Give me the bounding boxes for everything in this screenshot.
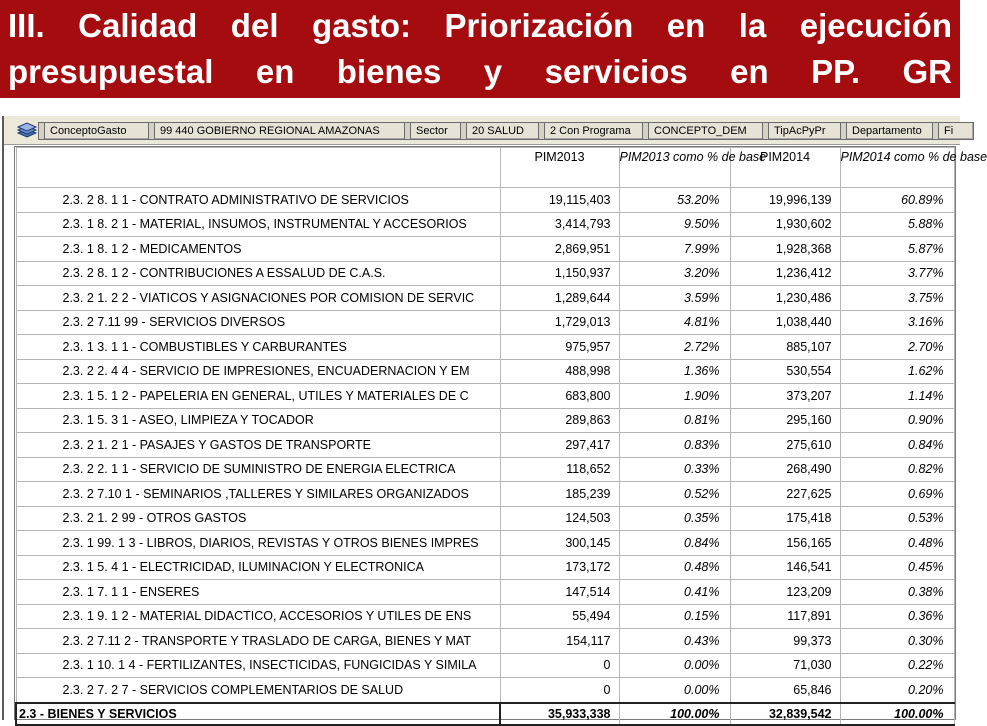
header-pim2014-pct[interactable]: PIM2014 como % de base xyxy=(840,148,954,188)
row-pim2013: 55,494 xyxy=(500,604,619,629)
row-pct2014: 0.53% xyxy=(840,506,954,531)
row-pct2014: 0.45% xyxy=(840,555,954,580)
row-label: 2.3. 2 1. 2 1 - PASAJES Y GASTOS DE TRANSPORTE xyxy=(16,433,500,458)
row-pim2013: 683,800 xyxy=(500,384,619,409)
table-row[interactable] xyxy=(16,482,954,507)
row-label: 2.3. 2 1. 2 99 - OTROS GASTOS xyxy=(16,506,500,531)
row-pct2014: 3.75% xyxy=(840,286,954,311)
row-pim2013: 1,150,937 xyxy=(500,261,619,286)
row-pim2013: 118,652 xyxy=(500,457,619,482)
row-pim2014: 885,107 xyxy=(730,335,840,360)
row-label: 2.3. 2 8. 1 1 - CONTRATO ADMINISTRATIVO DE SERVICIOS xyxy=(16,188,500,213)
row-pim2014: 71,030 xyxy=(730,653,840,678)
row-label: 2.3. 2 7.11 2 - TRANSPORTE Y TRASLADO DE CARGA, BIENES Y MAT xyxy=(16,629,500,654)
pivot-toolbar xyxy=(4,116,960,145)
row-pct2014: 0.48% xyxy=(840,531,954,556)
row-pim2014: 65,846 xyxy=(730,678,840,703)
row-pct2013: 0.52% xyxy=(619,482,730,507)
row-pim2014: 146,541 xyxy=(730,555,840,580)
row-pct2014: 0.30% xyxy=(840,629,954,654)
row-pct2014: 3.77% xyxy=(840,261,954,286)
row-label: 2.3. 1 7. 1 1 - ENSERES xyxy=(16,580,500,605)
row-pct2013: 0.83% xyxy=(619,433,730,458)
table-row[interactable] xyxy=(16,653,954,678)
row-pim2013: 300,145 xyxy=(500,531,619,556)
row-pct2014: 0.69% xyxy=(840,482,954,507)
table-row[interactable] xyxy=(16,335,954,360)
row-label: 2.3. 2 2. 1 1 - SERVICIO DE SUMINISTRO DE ENERGIA ELECTRICA xyxy=(16,457,500,482)
row-pct2013: 9.50% xyxy=(619,212,730,237)
row-pim2013: 154,117 xyxy=(500,629,619,654)
row-pct2013: 3.20% xyxy=(619,261,730,286)
row-pct2013: 0.35% xyxy=(619,506,730,531)
row-pim2013: 19,115,403 xyxy=(500,188,619,213)
table-row[interactable] xyxy=(16,604,954,629)
row-label: 2.3. 1 10. 1 4 - FERTILIZANTES, INSECTICIDAS, FUNGICIDAS Y SIMILA xyxy=(16,653,500,678)
table-row[interactable] xyxy=(16,384,954,409)
row-pim2013: 1,289,644 xyxy=(500,286,619,311)
row-pim2014: 1,236,412 xyxy=(730,261,840,286)
row-pim2014: 1,928,368 xyxy=(730,237,840,262)
row-pim2013: 289,863 xyxy=(500,408,619,433)
field-chip[interactable]: ConceptoGasto xyxy=(44,122,152,140)
row-pim2014: 530,554 xyxy=(730,359,840,384)
row-pct2014: 0.22% xyxy=(840,653,954,678)
row-pct2013: 0.00% xyxy=(619,653,730,678)
row-label: 2.3. 1 5. 3 1 - ASEO, LIMPIEZA Y TOCADOR xyxy=(16,408,500,433)
field-chip[interactable]: Departamento xyxy=(846,122,944,140)
row-pim2013: 3,414,793 xyxy=(500,212,619,237)
total-label: 2.3 - BIENES Y SERVICIOS xyxy=(16,703,500,725)
row-pim2014: 268,490 xyxy=(730,457,840,482)
row-pim2014: 156,165 xyxy=(730,531,840,556)
header-pim2014[interactable]: PIM2014 xyxy=(730,148,840,188)
field-chip[interactable]: 99 440 GOBIERNO REGIONAL AMAZONAS xyxy=(154,122,410,140)
row-pct2014: 3.16% xyxy=(840,310,954,335)
row-pim2014: 275,610 xyxy=(730,433,840,458)
row-pct2014: 5.87% xyxy=(840,237,954,262)
row-pim2013: 173,172 xyxy=(500,555,619,580)
pivot-table xyxy=(15,147,987,726)
row-pim2013: 0 xyxy=(500,653,619,678)
table-row[interactable] xyxy=(16,555,954,580)
row-pct2014: 0.38% xyxy=(840,580,954,605)
row-pct2013: 0.33% xyxy=(619,457,730,482)
row-pct2014: 0.82% xyxy=(840,457,954,482)
row-pct2013: 0.15% xyxy=(619,604,730,629)
header-pim2013-pct[interactable]: PIM2013 como % de base xyxy=(619,148,730,188)
slide-title-line-1: III. Calidad del gasto: Priorización en la ejecución xyxy=(8,7,952,44)
row-label: 2.3. 2 7.10 1 - SEMINARIOS ,TALLERES Y SIMILARES ORGANIZADOS xyxy=(16,482,500,507)
row-label: 2.3. 1 8. 2 1 - MATERIAL, INSUMOS, INSTRUMENTAL Y ACCESORIOS xyxy=(16,212,500,237)
row-pct2014: 5.88% xyxy=(840,212,954,237)
stack-icon[interactable] xyxy=(16,121,38,139)
row-pct2013: 1.90% xyxy=(619,384,730,409)
row-pim2013: 488,998 xyxy=(500,359,619,384)
table-row[interactable] xyxy=(16,188,954,213)
header-row xyxy=(16,148,954,188)
row-pct2014: 1.62% xyxy=(840,359,954,384)
table-row[interactable] xyxy=(16,359,954,384)
row-pct2013: 2.72% xyxy=(619,335,730,360)
table-row[interactable] xyxy=(16,408,954,433)
row-pim2013: 297,417 xyxy=(500,433,619,458)
row-pct2013: 53.20% xyxy=(619,188,730,213)
table-row[interactable] xyxy=(16,580,954,605)
row-pct2013: 1.36% xyxy=(619,359,730,384)
row-pct2013: 0.48% xyxy=(619,555,730,580)
row-label: 2.3. 1 9. 1 2 - MATERIAL DIDACTICO, ACCESORIOS Y UTILES DE ENS xyxy=(16,604,500,629)
row-pim2013: 2,869,951 xyxy=(500,237,619,262)
row-pct2013: 7.99% xyxy=(619,237,730,262)
row-pim2014: 1,230,486 xyxy=(730,286,840,311)
row-label: 2.3. 1 8. 1 2 - MEDICAMENTOS xyxy=(16,237,500,262)
row-label: 2.3. 1 5. 1 2 - PAPELERIA EN GENERAL, UTILES Y MATERIALES DE C xyxy=(16,384,500,409)
table-row[interactable] xyxy=(16,237,954,262)
table-row[interactable] xyxy=(16,531,954,556)
total-pct2014: 100.00% xyxy=(840,703,954,725)
slide-title-line-2: presupuestal en bienes y servicios en PP. GR xyxy=(8,53,952,90)
field-chip[interactable]: 20 SALUD xyxy=(466,122,540,140)
total-row xyxy=(16,703,954,725)
row-pct2013: 0.41% xyxy=(619,580,730,605)
row-label: 2.3. 2 1. 2 2 - VIATICOS Y ASIGNACIONES POR COMISION DE SERVIC xyxy=(16,286,500,311)
row-pct2014: 2.70% xyxy=(840,335,954,360)
row-pct2014: 0.84% xyxy=(840,433,954,458)
table-row[interactable] xyxy=(16,506,954,531)
row-label: 2.3. 1 99. 1 3 - LIBROS, DIARIOS, REVISTAS Y OTROS BIENES IMPRES xyxy=(16,531,500,556)
row-pim2014: 1,930,602 xyxy=(730,212,840,237)
row-pct2014: 60.89% xyxy=(840,188,954,213)
header-corner xyxy=(16,148,500,188)
table-row[interactable] xyxy=(16,261,954,286)
table-row[interactable] xyxy=(16,286,954,311)
field-chip[interactable]: CONCEPTO_DEM xyxy=(648,122,768,140)
total-pim2013: 35,933,338 xyxy=(500,703,619,725)
row-pim2013: 975,957 xyxy=(500,335,619,360)
row-pim2014: 175,418 xyxy=(730,506,840,531)
row-pct2013: 3.59% xyxy=(619,286,730,311)
row-pim2014: 373,207 xyxy=(730,384,840,409)
table-row[interactable] xyxy=(16,678,954,703)
row-label: 2.3. 2 7.11 99 - SERVICIOS DIVERSOS xyxy=(16,310,500,335)
row-pim2013: 147,514 xyxy=(500,580,619,605)
row-pct2013: 0.00% xyxy=(619,678,730,703)
row-pim2013: 1,729,013 xyxy=(500,310,619,335)
row-pct2014: 0.36% xyxy=(840,604,954,629)
header-pim2013[interactable]: PIM2013 xyxy=(500,148,619,188)
total-pim2014: 32,839,542 xyxy=(730,703,840,725)
field-chip[interactable]: Fi xyxy=(938,122,974,140)
field-chip[interactable]: Sector xyxy=(410,122,464,140)
row-pct2013: 0.43% xyxy=(619,629,730,654)
row-pim2014: 295,160 xyxy=(730,408,840,433)
row-pim2014: 227,625 xyxy=(730,482,840,507)
row-pim2013: 185,239 xyxy=(500,482,619,507)
row-label: 2.3. 1 3. 1 1 - COMBUSTIBLES Y CARBURANTES xyxy=(16,335,500,360)
row-label: 2.3. 2 7. 2 7 - SERVICIOS COMPLEMENTARIOS DE SALUD xyxy=(16,678,500,703)
table-row[interactable] xyxy=(16,433,954,458)
row-label: 2.3. 2 8. 1 2 - CONTRIBUCIONES A ESSALUD DE C.A.S. xyxy=(16,261,500,286)
row-pct2014: 0.90% xyxy=(840,408,954,433)
row-pim2014: 123,209 xyxy=(730,580,840,605)
table-row[interactable] xyxy=(16,457,954,482)
total-pct2013: 100.00% xyxy=(619,703,730,725)
field-chip[interactable]: 2 Con Programa xyxy=(544,122,650,140)
table-body xyxy=(16,188,954,703)
row-label: 2.3. 1 5. 4 1 - ELECTRICIDAD, ILUMINACION Y ELECTRONICA xyxy=(16,555,500,580)
pivot-table-window xyxy=(2,116,987,721)
table-row[interactable] xyxy=(16,629,954,654)
row-label: 2.3. 2 2. 4 4 - SERVICIO DE IMPRESIONES, ENCUADERNACION Y EM xyxy=(16,359,500,384)
row-pct2014: 0.20% xyxy=(840,678,954,703)
row-pim2014: 99,373 xyxy=(730,629,840,654)
table-row[interactable] xyxy=(16,212,954,237)
row-pim2013: 124,503 xyxy=(500,506,619,531)
data-grid xyxy=(14,146,987,721)
row-pim2014: 117,891 xyxy=(730,604,840,629)
row-pim2013: 0 xyxy=(500,678,619,703)
row-pct2014: 1.14% xyxy=(840,384,954,409)
row-pim2014: 1,038,440 xyxy=(730,310,840,335)
row-pim2014: 19,996,139 xyxy=(730,188,840,213)
table-row[interactable] xyxy=(16,310,954,335)
row-pct2013: 0.84% xyxy=(619,531,730,556)
title-banner xyxy=(0,0,960,98)
row-pct2013: 0.81% xyxy=(619,408,730,433)
field-chip[interactable]: TipAcPyPr xyxy=(768,122,848,140)
row-pct2013: 4.81% xyxy=(619,310,730,335)
